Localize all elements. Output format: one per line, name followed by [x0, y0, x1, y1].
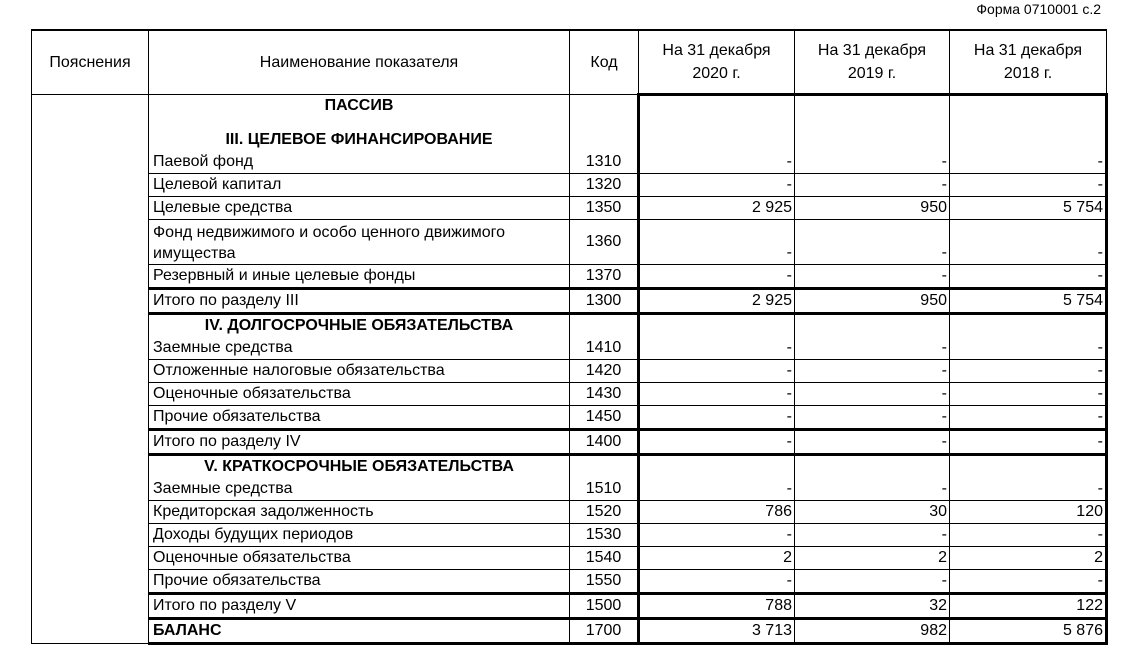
row-code: 1450 — [570, 406, 639, 430]
value-2020: - — [639, 430, 795, 455]
value-2019: 950 — [795, 289, 950, 314]
value-2020: - — [639, 174, 795, 197]
row-code: 1420 — [570, 360, 639, 383]
row-name-cell — [149, 455, 570, 501]
value-2018: - — [950, 95, 1107, 174]
row-name: Заемные средства — [153, 480, 293, 497]
value-2019: - — [795, 383, 950, 406]
table-row — [32, 174, 1107, 197]
balance-liabilities-table — [31, 29, 1108, 645]
explanation-cell — [32, 430, 149, 455]
value-2018: - — [950, 406, 1107, 430]
row-code: 1550 — [570, 570, 639, 594]
explanation-cell — [32, 570, 149, 594]
table-row — [32, 95, 1107, 174]
row-name: Доходы будущих периодов — [149, 524, 570, 547]
value-2019: - — [795, 570, 950, 594]
row-name: БАЛАНС — [149, 619, 570, 644]
row-code: 1360 — [570, 220, 639, 265]
row-code: 1530 — [570, 524, 639, 547]
row-name: Целевые средства — [149, 197, 570, 220]
row-name: Кредиторская задолженность — [149, 501, 570, 524]
row-name: Оценочные обязательства — [149, 547, 570, 570]
passive-title: ПАССИВ — [324, 97, 394, 114]
value-2019: - — [795, 524, 950, 547]
row-code: 1410 — [570, 314, 639, 360]
explanation-cell — [32, 265, 149, 289]
value-2018: - — [950, 383, 1107, 406]
value-2019: - — [795, 455, 950, 501]
table-row — [32, 501, 1107, 524]
row-code: 1400 — [570, 430, 639, 455]
value-2020: 2 — [639, 547, 795, 570]
table-row — [32, 197, 1107, 220]
row-name: Итого по разделу IV — [149, 430, 570, 455]
header-2020: На 31 декабря 2020 г. — [639, 30, 795, 95]
row-name-cell — [149, 95, 570, 174]
value-2020: - — [639, 570, 795, 594]
header-2018: На 31 декабря 2018 г. — [950, 30, 1107, 95]
section-4-title: IV. ДОЛГОСРОЧНЫЕ ОБЯЗАТЕЛЬСТВА — [204, 317, 514, 334]
value-2019: - — [795, 265, 950, 289]
explanation-cell — [32, 501, 149, 524]
table-row — [32, 265, 1107, 289]
row-code: 1510 — [570, 455, 639, 501]
value-2020: - — [639, 383, 795, 406]
table-header-row — [32, 30, 1107, 95]
row-code: 1310 — [570, 95, 639, 174]
value-2018: - — [950, 265, 1107, 289]
value-2020: - — [639, 265, 795, 289]
row-code: 1540 — [570, 547, 639, 570]
row-code: 1500 — [570, 594, 639, 619]
explanation-cell — [32, 594, 149, 619]
table-row — [32, 406, 1107, 430]
value-2019: - — [795, 406, 950, 430]
table-row — [32, 547, 1107, 570]
value-2020: - — [639, 314, 795, 360]
value-2020: - — [639, 220, 795, 265]
value-2019: - — [795, 430, 950, 455]
value-2018: 5 754 — [950, 289, 1107, 314]
row-name: Прочие обязательства — [149, 570, 570, 594]
section-3-title: III. ЦЕЛЕВОЕ ФИНАНСИРОВАНИЕ — [225, 131, 493, 148]
value-2019: - — [795, 95, 950, 174]
explanation-cell — [32, 289, 149, 314]
value-2020: 788 — [639, 594, 795, 619]
row-name: Итого по разделу III — [149, 289, 570, 314]
explanation-cell — [32, 220, 149, 265]
row-code: 1370 — [570, 265, 639, 289]
header-explanations: Пояснения — [32, 30, 149, 95]
value-2020: - — [639, 406, 795, 430]
row-name: Фонд недвижимого и особо ценного движимого имущества — [149, 220, 570, 265]
value-2018: - — [950, 524, 1107, 547]
value-2020: 786 — [639, 501, 795, 524]
row-name: Прочие обязательства — [149, 406, 570, 430]
explanation-cell — [32, 197, 149, 220]
explanation-cell — [32, 314, 149, 360]
value-2019: 30 — [795, 501, 950, 524]
row-code: 1350 — [570, 197, 639, 220]
table-row — [32, 455, 1107, 501]
value-2018: - — [950, 314, 1107, 360]
row-name: Оценочные обязательства — [149, 383, 570, 406]
value-2019: 2 — [795, 547, 950, 570]
table-row — [32, 570, 1107, 594]
value-2019: - — [795, 174, 950, 197]
value-2019: - — [795, 220, 950, 265]
table-row — [32, 524, 1107, 547]
explanation-cell — [32, 174, 149, 197]
row-code: 1700 — [570, 619, 639, 644]
value-2020: 2 925 — [639, 289, 795, 314]
row-code: 1320 — [570, 174, 639, 197]
explanation-cell — [32, 95, 149, 174]
section-5-title: V. КРАТКОСРОЧНЫЕ ОБЯЗАТЕЛЬСТВА — [204, 458, 514, 475]
value-2020: 3 713 — [639, 619, 795, 644]
explanation-cell — [32, 619, 149, 644]
value-2018: 5 754 — [950, 197, 1107, 220]
explanation-cell — [32, 383, 149, 406]
value-2018: - — [950, 174, 1107, 197]
value-2019: - — [795, 360, 950, 383]
form-number-label: Форма 0710001 с.2 — [976, 1, 1101, 17]
value-2018: - — [950, 570, 1107, 594]
value-2018: - — [950, 455, 1107, 501]
header-2019: На 31 декабря 2019 г. — [795, 30, 950, 95]
row-code: 1520 — [570, 501, 639, 524]
explanation-cell — [32, 360, 149, 383]
explanation-cell — [32, 406, 149, 430]
table-row — [32, 383, 1107, 406]
value-2019: 950 — [795, 197, 950, 220]
value-2019: 982 — [795, 619, 950, 644]
value-2020: - — [639, 524, 795, 547]
value-2018: 122 — [950, 594, 1107, 619]
row-code: 1300 — [570, 289, 639, 314]
value-2018: - — [950, 220, 1107, 265]
table-row — [32, 220, 1107, 265]
table-row-total — [32, 430, 1107, 455]
row-name: Целевой капитал — [149, 174, 570, 197]
table-row-total — [32, 289, 1107, 314]
header-indicator-name: Наименование показателя — [149, 30, 570, 95]
table-row-balance — [32, 619, 1107, 644]
value-2019: - — [795, 314, 950, 360]
row-name-cell — [149, 314, 570, 360]
row-name: Итого по разделу V — [149, 594, 570, 619]
table-row — [32, 314, 1107, 360]
value-2018: 5 876 — [950, 619, 1107, 644]
explanation-cell — [32, 524, 149, 547]
value-2018: - — [950, 430, 1107, 455]
explanation-cell — [32, 547, 149, 570]
header-code: Код — [570, 30, 639, 95]
row-name: Заемные средства — [153, 339, 293, 356]
row-name: Паевой фонд — [153, 153, 254, 170]
value-2020: - — [639, 455, 795, 501]
value-2020: 2 925 — [639, 197, 795, 220]
table-row-total — [32, 594, 1107, 619]
value-2018: - — [950, 360, 1107, 383]
row-name: Резервный и иные целевые фонды — [149, 265, 570, 289]
value-2018: 120 — [950, 501, 1107, 524]
value-2019: 32 — [795, 594, 950, 619]
row-name: Отложенные налоговые обязательства — [149, 360, 570, 383]
value-2020: - — [639, 95, 795, 174]
row-code: 1430 — [570, 383, 639, 406]
explanation-cell — [32, 455, 149, 501]
value-2018: 2 — [950, 547, 1107, 570]
value-2020: - — [639, 360, 795, 383]
table-row — [32, 360, 1107, 383]
